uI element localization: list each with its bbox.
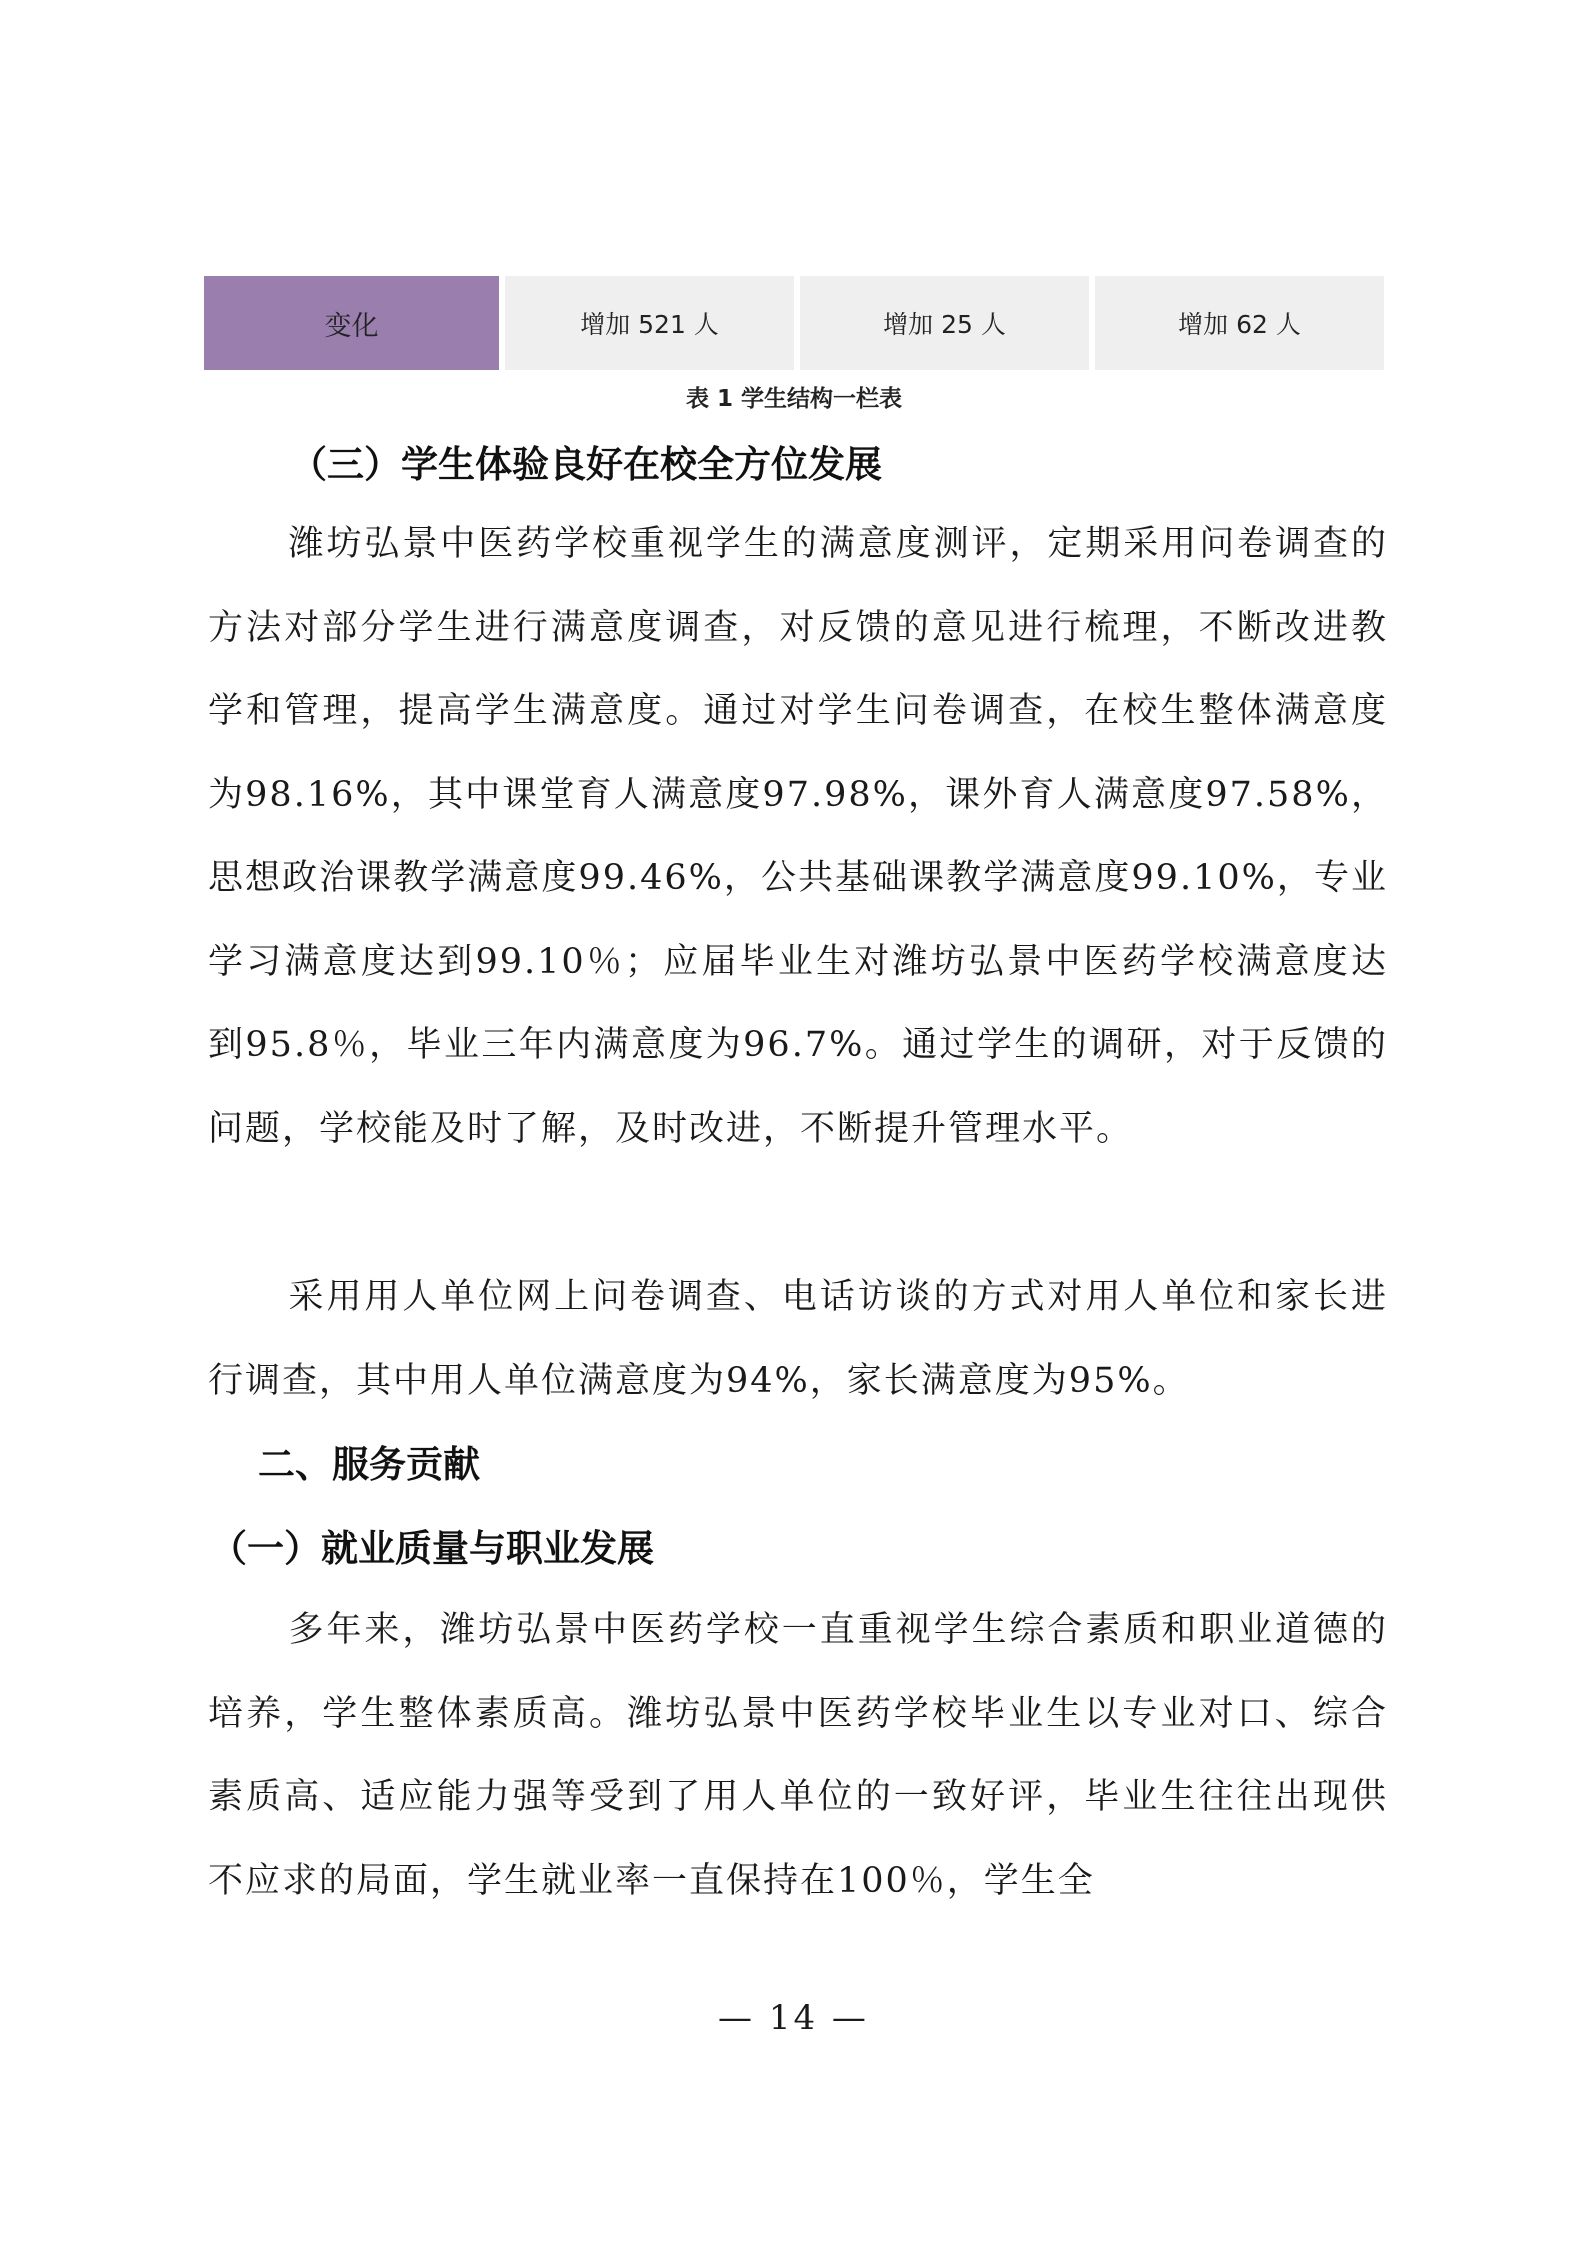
paragraph-satisfaction-survey: 潍坊弘景中医药学校重视学生的满意度测评，定期采用问卷调查的方法对部分学生进行满意度调查，对反馈的意见进行梳理，不断改进教学和管理，提高学生满意度。通过对学生问卷调查，在校生整体满意度为98.16%，其中课堂育人满意度97.98%，课外育人满意度97.58%，思想政治课教学满意度99.46%，公共基础课教学满意度99.10%，专业学习满意度达到99.10％；应届毕业生对潍坊弘景中医药学校满意度达到95.8％，毕业三年内满意度为96.7%。通过学生的调研，对于反馈的问题，学校能及时了解，及时改进，不断提升管理水平。 — [208, 524, 1388, 1149]
table-cell-increase-2: 增加 25 人 — [800, 276, 1089, 370]
paragraph-employer-survey: 采用用人单位网上问卷调查、电话访谈的方式对用人单位和家长进行调查，其中用人单位满意度为94%，家长满意度为95%。 — [208, 1277, 1388, 1401]
paragraph-employment: 多年来，潍坊弘景中医药学校一直重视学生综合素质和职业道德的培养，学生整体素质高。潍坊弘景中医药学校毕业生以专业对口、综合素质高、适应能力强等受到了用人单位的一致好评，毕业生往往出现供不应求的局面，学生就业率一直保持在100％，学生全 — [208, 1610, 1388, 1901]
table-caption: 表 1 学生结构一栏表 — [685, 386, 903, 412]
table-row-label: 变化 — [204, 276, 499, 370]
section-heading-service-contribution: 二、服务贡献 — [258, 1443, 480, 1486]
page-number: — 14 — — [718, 1998, 869, 2038]
table-cell-increase-3: 增加 62 人 — [1095, 276, 1384, 370]
table-cell-increase-1: 增加 521 人 — [505, 276, 794, 370]
subheading-student-experience: （三）学生体验良好在校全方位发展 — [290, 443, 882, 486]
subheading-employment-quality: （一）就业质量与职业发展 — [210, 1527, 654, 1570]
student-structure-table-row — [204, 276, 1384, 370]
